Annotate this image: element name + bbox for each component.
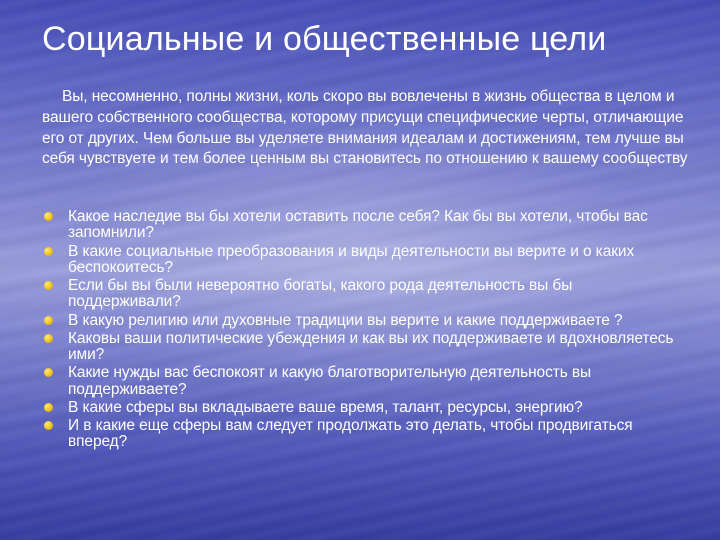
slide-title: Социальные и общественные цели	[42, 20, 607, 58]
bullet-text: Какое наследие вы бы хотели оставить после себя? Как бы вы хотели, чтобы вас запомнили?	[68, 208, 648, 242]
bullet-text: Каковы ваши политические убеждения и как вы их поддерживаете и вдохновляетесь ими?	[68, 329, 674, 363]
list-item	[42, 244, 682, 276]
bullet-dot-icon	[44, 334, 53, 343]
list-item	[42, 331, 682, 363]
bullet-dot-icon	[44, 403, 53, 412]
bullet-text: И в какие еще сферы вам следует продолжать это делать, чтобы продвигаться вперед?	[68, 417, 633, 451]
intro-paragraph: Вы, несомненно, полны жизни, коль скоро вы вовлечены в жизнь общества в целом и вашего собственного сообщества, которому присущи специфические черты, отличающие его от других. Чем больше вы уделяете внимания идеалам и достижениям, тем лучше вы себя чувствуете и тем более ценным вы становитесь по отношению к вашему сообществу	[42, 88, 688, 168]
bullet-dot-icon	[44, 316, 53, 325]
list-item	[42, 278, 682, 310]
bullet-dot-icon	[44, 212, 53, 221]
bullet-text: В какую религию или духовные традиции вы верите и какие поддерживаете ?	[68, 311, 623, 329]
list-item	[42, 209, 682, 241]
list-item	[42, 418, 682, 450]
bullet-dot-icon	[44, 421, 53, 430]
bullet-text: Если бы вы были невероятно богаты, какого рода деятельность вы бы поддерживали?	[68, 277, 573, 311]
list-item	[42, 400, 682, 416]
list-item	[42, 365, 682, 397]
bullet-text: Какие нужды вас беспокоят и какую благотворительную деятельность вы поддерживаете?	[68, 364, 592, 398]
bullet-text: В какие сферы вы вкладываете ваше время, талант, ресурсы, энергию?	[68, 398, 583, 416]
list-item	[42, 313, 682, 329]
bullet-dot-icon	[44, 247, 53, 256]
bullet-text: В какие социальные преобразования и виды деятельности вы верите и о каких беспокоитесь?	[68, 242, 635, 276]
bullet-list	[42, 209, 682, 453]
bullet-dot-icon	[44, 281, 53, 290]
bullet-dot-icon	[44, 368, 53, 377]
